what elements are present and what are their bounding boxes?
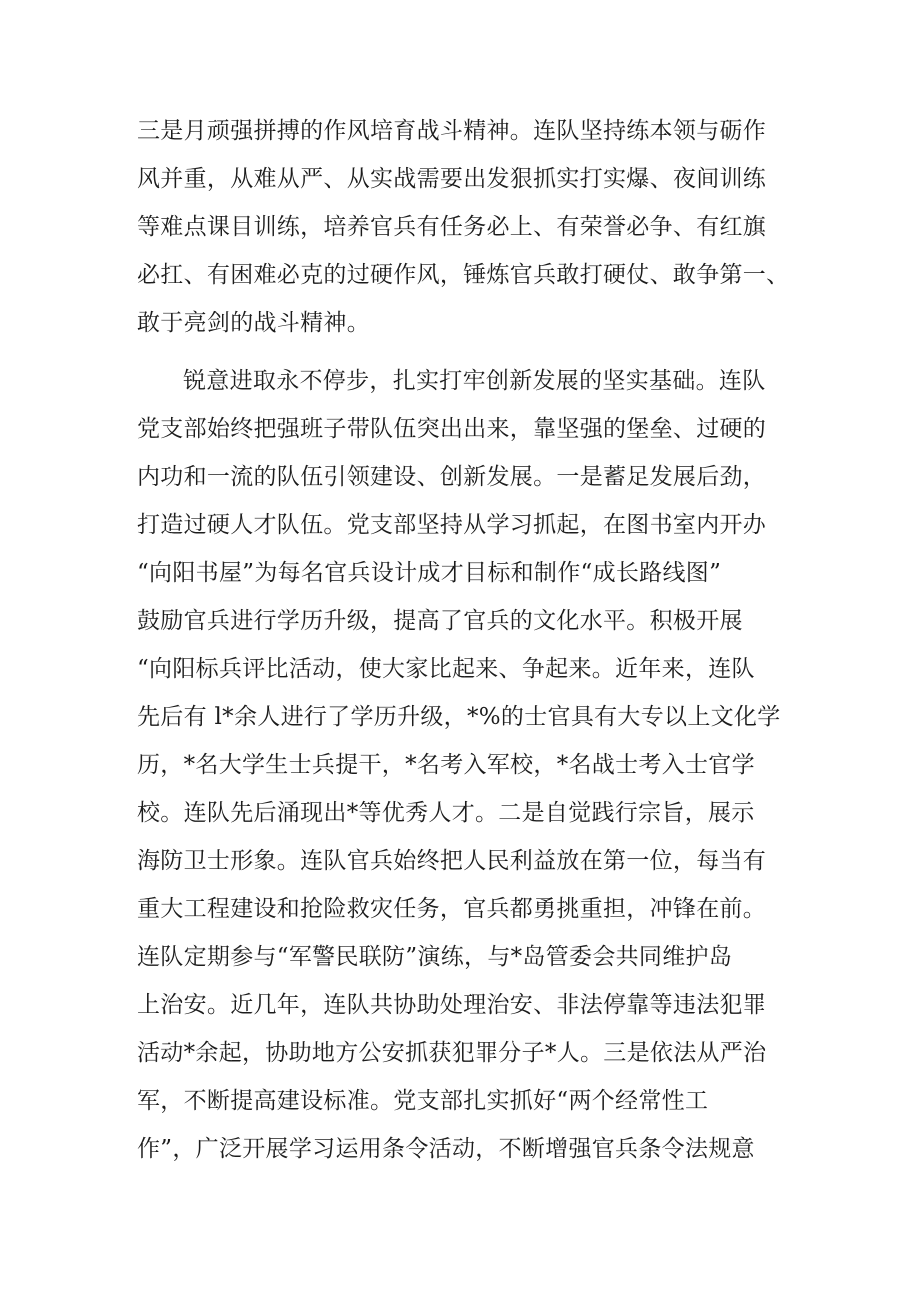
text-line: 作”，广泛开展学习运用条令活动，不断增强官兵条令法规意 [137,1136,755,1162]
text-line: “向阳标兵评比活动，使大家比起来、争起来。近年来，连队 [137,656,755,682]
text-line: 党支部始终把强班子带队伍突出出来，靠坚强的堡垒、过硬的 [137,416,767,442]
text-line: 锐意进取永不停步，扎实打牢创新发展的坚实基础。连队 [183,368,766,394]
text-line: 等难点课目训练，培养官兵有任务必上、有荣誉必争、有红旗 [137,214,767,240]
text-line: 重大工程建设和抢险救灾任务，官兵都勇挑重担，冲锋在前。 [137,896,767,922]
text-line: 鼓励官兵进行学历升级，提高了官兵的文化水平。积极开展 [137,608,743,634]
text-line: 先后有 l*余人进行了学历升级，*%的士官具有大专以上文化学 [137,704,781,730]
text-line: 连队定期参与“军警民联防”演练，与*岛管委会共同维护岛 [137,944,733,970]
text-line: 历，*名大学生士兵提干，*名考入军校，*名战士考入士官学 [137,752,755,778]
text-line: “向阳书屋”为每名官兵设计成才目标和制作“成长路线图” [137,560,722,586]
text-line: 校。连队先后涌现出*等优秀人才。二是自觉践行宗旨，展示 [137,800,755,826]
text-line: 敢于亮剑的战斗精神。 [137,310,370,336]
text-line: 军，不断提高建设标准。党支部扎实抓好“两个经常性工 [137,1088,709,1114]
text-line: 海防卫士形象。连队官兵始终把人民利益放在第一位，每当有 [137,848,767,874]
text-line: 活动*余起，协助地方公安抓获犯罪分子*人。三是依法从严治 [137,1040,767,1066]
text-line: 打造过硬人才队伍。党支部坚持从学习抓起，在图书室内开办 [137,512,767,538]
text-line: 必扛、有困难必克的过硬作风，锤炼官兵敢打硬仗、敢争第一、 [137,262,790,288]
text-line: 风并重，从难从严、从实战需要出发狠抓实打实爆、夜间训练 [137,166,767,192]
text-line: 上治安。近几年，连队共协助处理治安、非法停靠等违法犯罪 [137,992,767,1018]
text-line: 三是月顽强拼搏的作风培育战斗精神。连队坚持练本领与砺作 [137,118,767,144]
text-line: 内功和一流的队伍引领建设、创新发展。一是蓄足发展后劲， [137,464,767,490]
